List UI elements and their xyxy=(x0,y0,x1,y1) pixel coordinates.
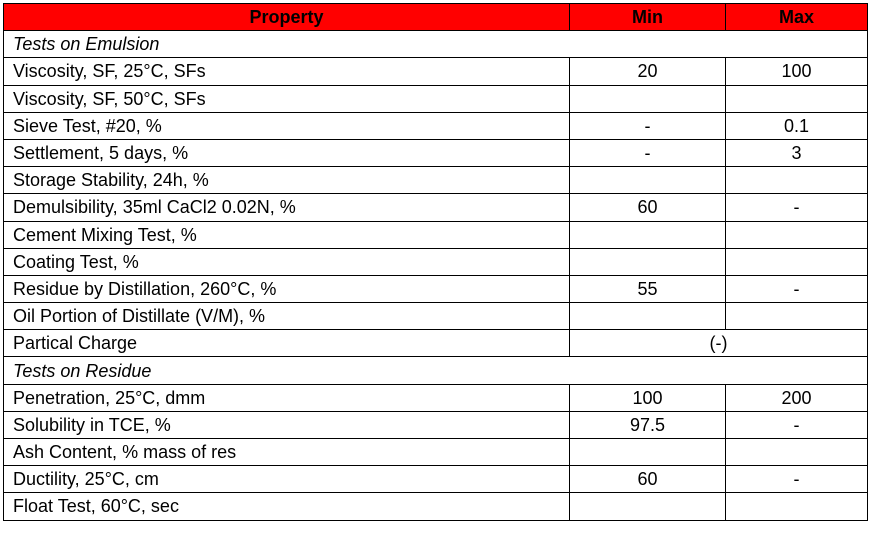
header-min: Min xyxy=(570,4,726,31)
min-cell xyxy=(570,167,726,194)
max-cell xyxy=(726,439,868,466)
table-row xyxy=(4,439,868,466)
min-cell: 20 xyxy=(570,58,726,85)
max-cell xyxy=(726,167,868,194)
max-cell: - xyxy=(726,466,868,493)
property-cell: Viscosity, SF, 50°C, SFs xyxy=(4,85,570,112)
min-cell xyxy=(570,85,726,112)
min-cell: 55 xyxy=(570,275,726,302)
section-row xyxy=(4,31,868,58)
max-cell: 3 xyxy=(726,139,868,166)
table-row xyxy=(4,303,868,330)
table-row xyxy=(4,85,868,112)
table-row xyxy=(4,58,868,85)
min-cell xyxy=(570,493,726,520)
property-cell: Ash Content, % mass of res xyxy=(4,439,570,466)
min-cell: 60 xyxy=(570,194,726,221)
max-cell: 200 xyxy=(726,384,868,411)
min-cell: 100 xyxy=(570,384,726,411)
table-row xyxy=(4,384,868,411)
property-cell: Demulsibility, 35ml CaCl2 0.02N, % xyxy=(4,194,570,221)
table-row xyxy=(4,194,868,221)
max-cell: - xyxy=(726,194,868,221)
property-cell: Storage Stability, 24h, % xyxy=(4,167,570,194)
property-cell: Penetration, 25°C, dmm xyxy=(4,384,570,411)
min-cell xyxy=(570,303,726,330)
property-cell: Partical Charge xyxy=(4,330,570,357)
header-row xyxy=(4,4,868,31)
max-cell xyxy=(726,493,868,520)
max-cell xyxy=(726,85,868,112)
table-row xyxy=(4,275,868,302)
table-row xyxy=(4,139,868,166)
property-cell: Sieve Test, #20, % xyxy=(4,112,570,139)
property-cell: Viscosity, SF, 25°C, SFs xyxy=(4,58,570,85)
table-row xyxy=(4,248,868,275)
table-row xyxy=(4,167,868,194)
min-cell xyxy=(570,439,726,466)
max-cell xyxy=(726,221,868,248)
min-cell: - xyxy=(570,112,726,139)
section-row xyxy=(4,357,868,384)
max-cell: - xyxy=(726,275,868,302)
table-row xyxy=(4,112,868,139)
property-cell: Float Test, 60°C, sec xyxy=(4,493,570,520)
emulsion-spec-table xyxy=(3,3,868,521)
property-cell: Coating Test, % xyxy=(4,248,570,275)
max-cell: 100 xyxy=(726,58,868,85)
max-cell xyxy=(726,248,868,275)
max-cell xyxy=(726,303,868,330)
property-cell: Cement Mixing Test, % xyxy=(4,221,570,248)
table-row xyxy=(4,411,868,438)
max-cell: 0.1 xyxy=(726,112,868,139)
section-title-residue: Tests on Residue xyxy=(4,357,868,384)
table-row xyxy=(4,330,868,357)
property-cell: Ductility, 25°C, cm xyxy=(4,466,570,493)
property-cell: Settlement, 5 days, % xyxy=(4,139,570,166)
header-property: Property xyxy=(4,4,570,31)
property-cell: Residue by Distillation, 260°C, % xyxy=(4,275,570,302)
table-row xyxy=(4,221,868,248)
header-max: Max xyxy=(726,4,868,31)
min-cell xyxy=(570,221,726,248)
min-cell: 60 xyxy=(570,466,726,493)
merged-min-max-cell: (-) xyxy=(570,330,868,357)
table-row xyxy=(4,493,868,520)
min-cell: - xyxy=(570,139,726,166)
table-row xyxy=(4,466,868,493)
section-title-emulsion: Tests on Emulsion xyxy=(4,31,868,58)
max-cell: - xyxy=(726,411,868,438)
min-cell: 97.5 xyxy=(570,411,726,438)
property-cell: Solubility in TCE, % xyxy=(4,411,570,438)
min-cell xyxy=(570,248,726,275)
property-cell: Oil Portion of Distillate (V/M), % xyxy=(4,303,570,330)
